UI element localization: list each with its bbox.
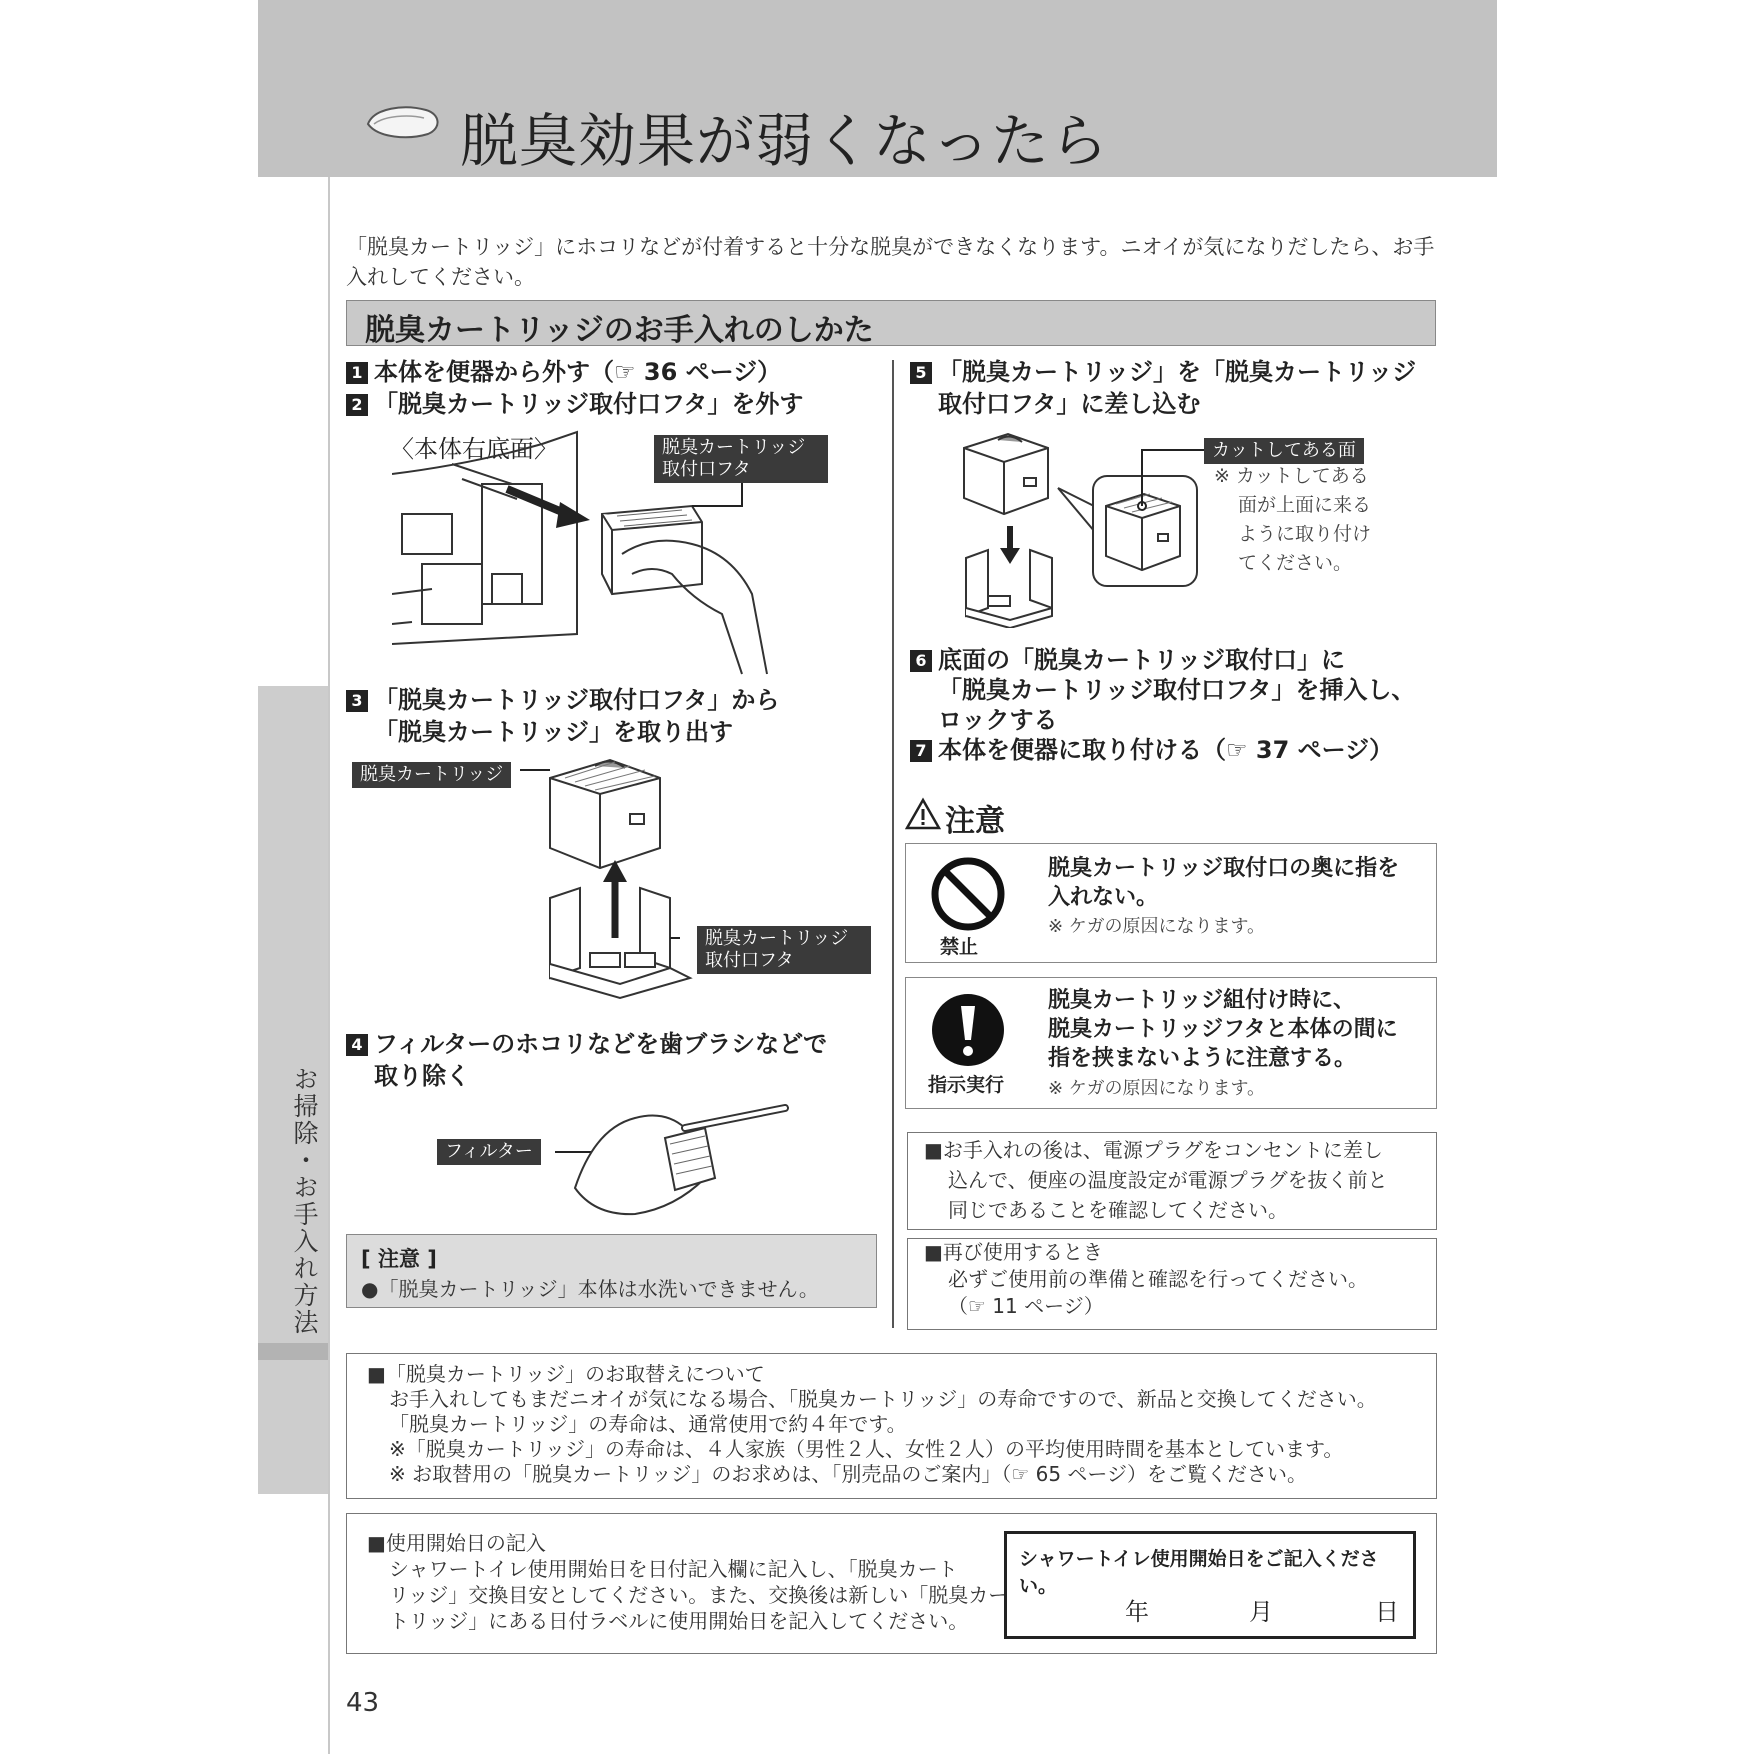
start-date-line: リッジ」交換目安としてください。また、交換後は新しい「脱臭カー bbox=[389, 1583, 1009, 1607]
note-heading: [ 注意 ] bbox=[361, 1247, 437, 1271]
month-label: 月 bbox=[1249, 1598, 1273, 1626]
step-number: 6 bbox=[910, 650, 932, 672]
date-box-heading: シャワートイレ使用開始日をご記入ください。 bbox=[1019, 1548, 1379, 1597]
column-divider bbox=[892, 360, 894, 1328]
note-body: ●「脱臭カートリッジ」本体は水洗いできません。 bbox=[361, 1277, 819, 1301]
step-text: 「脱臭カートリッジ取付口フタ」を外す bbox=[374, 390, 804, 418]
section-heading bbox=[346, 300, 1436, 346]
mandatory-caption: 指示実行 bbox=[928, 1074, 1005, 1096]
replacement-line: お手入れしてもまだニオイが気になる場合、「脱臭カートリッジ」の寿命ですので、新品と交換してください。 bbox=[389, 1387, 1377, 1411]
warning-line: 入れない。 bbox=[1048, 885, 1159, 910]
year-label: 年 bbox=[1125, 1598, 1149, 1626]
side-tab-label: お掃除・お手入れ方法 bbox=[290, 1066, 319, 1336]
step-number: 1 bbox=[346, 362, 368, 384]
filter-label: フィルター bbox=[437, 1139, 541, 1165]
step-4-line-2: 取り除く bbox=[374, 1062, 470, 1090]
cover-label-2 bbox=[697, 926, 871, 974]
cover-label-line: 脱臭カートリッジ bbox=[705, 928, 849, 949]
step-text: 本体を便器から外す（☞ 36 ページ） bbox=[374, 358, 782, 386]
info-box-power bbox=[907, 1132, 1437, 1230]
step-6 bbox=[910, 644, 1345, 676]
step-4 bbox=[346, 1028, 827, 1060]
cover-label-line: 脱臭カートリッジ bbox=[662, 437, 806, 458]
step-3-line-2: 「脱臭カートリッジ」を取り出す bbox=[374, 718, 734, 746]
toilet-seat-icon bbox=[364, 102, 444, 142]
info-line: ■再び使用するとき bbox=[924, 1240, 1103, 1264]
step-number: 4 bbox=[346, 1034, 368, 1056]
replacement-line: ■「脱臭カートリッジ」のお取替えについて bbox=[367, 1362, 765, 1386]
step-6-line-3: ロックする bbox=[938, 706, 1058, 734]
warning-mandatory bbox=[905, 977, 1437, 1109]
warning-line: 脱臭カートリッジフタと本体の間に bbox=[1048, 1017, 1398, 1042]
mandatory-exclamation-icon bbox=[930, 992, 1006, 1068]
info-line: 込んで、便座の温度設定が電源プラグを抜く前と bbox=[948, 1168, 1388, 1192]
step-7 bbox=[910, 734, 1393, 766]
info-line: （☞ 11 ページ） bbox=[948, 1294, 1104, 1318]
intro-text: 「脱臭カートリッジ」にホコリなどが付着すると十分な脱臭ができなくなります。ニオイが気になりだしたら、お手入れしてください。 bbox=[346, 235, 1435, 289]
cut-note-line: ※ カットしてある bbox=[1214, 465, 1369, 487]
step-text: 「脱臭カートリッジ」を「脱臭カートリッジ bbox=[938, 358, 1417, 386]
step-text: フィルターのホコリなどを歯ブラシなどで bbox=[374, 1030, 828, 1058]
margin-line bbox=[328, 177, 330, 1754]
warning-prohibit bbox=[905, 843, 1437, 963]
warning-sub: ※ ケガの原因になります。 bbox=[1048, 1078, 1266, 1099]
step-5-line-2: 取付口フタ」に差し込む bbox=[938, 390, 1201, 418]
step-2 bbox=[346, 388, 803, 420]
cartridge-label: 脱臭カートリッジ bbox=[352, 762, 511, 788]
cover-label-line: 取付口フタ bbox=[662, 459, 751, 480]
insert-cartridge-illustration bbox=[958, 428, 1208, 628]
warning-triangle-icon bbox=[905, 797, 941, 831]
replacement-line: ※「脱臭カートリッジ」の寿命は、４人家族（男性２人、女性２人）の平均使用時間を基本としています。 bbox=[389, 1437, 1344, 1461]
note-box bbox=[346, 1234, 877, 1308]
cut-face-label: カットしてある面 bbox=[1204, 438, 1364, 464]
page-title: 脱臭効果が弱くなったら bbox=[460, 107, 1110, 175]
info-line: 同じであることを確認してください。 bbox=[948, 1198, 1288, 1222]
warning-line: 指を挟まないように注意する。 bbox=[1048, 1046, 1357, 1071]
step-3 bbox=[346, 684, 779, 716]
replacement-line: ※ お取替用の「脱臭カートリッジ」のお求めは、「別売品のご案内」（☞ 65 ページ）をご覧ください。 bbox=[389, 1462, 1308, 1486]
date-entry-box[interactable] bbox=[1004, 1531, 1416, 1639]
prohibition-icon bbox=[930, 856, 1006, 932]
step-text: 本体を便器に取り付ける（☞ 37 ページ） bbox=[938, 736, 1394, 764]
page-number: 43 bbox=[346, 1688, 380, 1718]
replacement-line: 「脱臭カートリッジ」の寿命は、通常使用で約４年です。 bbox=[389, 1412, 907, 1436]
info-line: ■お手入れの後は、電源プラグをコンセントに差し bbox=[924, 1138, 1383, 1162]
warning-line: 脱臭カートリッジ取付口の奥に指を bbox=[1048, 856, 1400, 881]
start-date-line: トリッジ」にある日付ラベルに使用開始日を記入してください。 bbox=[389, 1609, 969, 1633]
side-tab-marker bbox=[258, 1343, 328, 1360]
step-number: 2 bbox=[346, 394, 368, 416]
step-5 bbox=[910, 356, 1416, 388]
start-date-line: ■使用開始日の記入 bbox=[367, 1531, 546, 1555]
step-1 bbox=[346, 356, 781, 388]
cover-label bbox=[654, 435, 828, 483]
cut-note-line: てください。 bbox=[1238, 552, 1353, 574]
warning-sub: ※ ケガの原因になります。 bbox=[1048, 916, 1266, 937]
step-number: 5 bbox=[910, 362, 932, 384]
info-box-reuse bbox=[907, 1238, 1437, 1330]
brush-filter-illustration bbox=[555, 1098, 795, 1218]
cover-label-line: 取付口フタ bbox=[705, 950, 794, 971]
prohibit-caption: 禁止 bbox=[940, 936, 979, 958]
step-6-line-2: 「脱臭カートリッジ取付口フタ」を挿入し、 bbox=[938, 676, 1416, 704]
cut-note-line: ように取り付け bbox=[1238, 523, 1372, 545]
step-text: 底面の「脱臭カートリッジ取付口」に bbox=[938, 646, 1346, 674]
step-number: 3 bbox=[346, 690, 368, 712]
cut-face-note bbox=[1214, 462, 1371, 578]
caution-title: 注意 bbox=[945, 804, 1005, 839]
day-label: 日 bbox=[1375, 1598, 1399, 1626]
cut-note-line: 面が上面に来る bbox=[1238, 494, 1372, 516]
illustration-caption: 〈本体右底面〉 bbox=[390, 435, 558, 463]
start-date-line: シャワートイレ使用開始日を日付記入欄に記入し、「脱臭カート bbox=[389, 1557, 958, 1581]
replacement-box bbox=[346, 1353, 1437, 1499]
info-line: 必ずご使用前の準備と確認を行ってください。 bbox=[948, 1267, 1368, 1291]
section-title: 脱臭カートリッジのお手入れのしかた bbox=[365, 313, 874, 348]
step-number: 7 bbox=[910, 740, 932, 762]
warning-text bbox=[1048, 854, 1399, 912]
step-text: 「脱臭カートリッジ取付口フタ」から bbox=[374, 686, 780, 714]
warning-line: 脱臭カートリッジ組付け時に、 bbox=[1048, 988, 1356, 1013]
warning-text bbox=[1048, 986, 1398, 1073]
remove-cartridge-illustration bbox=[520, 748, 700, 1008]
